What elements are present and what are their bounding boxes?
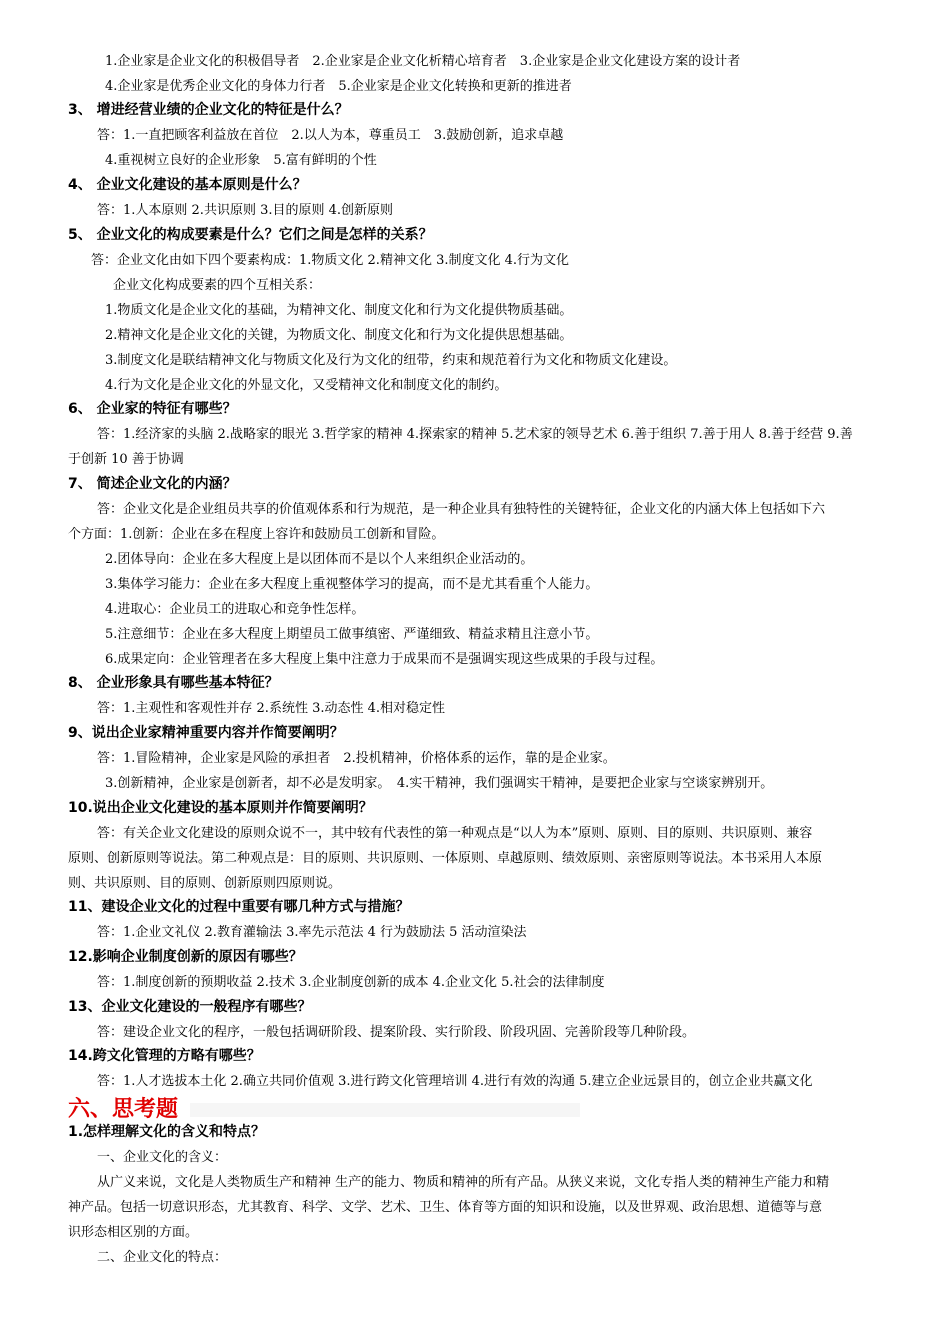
answer-line: 答：1.一直把顾客利益放在首位 2.以人为本，尊重员工 3.鼓励创新，追求卓越 [97,128,564,143]
text-line: 于创新 10 善于协调 [68,452,184,467]
answer-line: 答：企业文化是企业组员共享的价值观体系和行为规范，是一种企业具有独特性的关键特征，企业文化的内涵大体上包括如下六 [97,502,826,517]
text-line: 4.进取心：企业员工的进取心和竞争性怎样。 [105,602,365,617]
text-line: 1.物质文化是企业文化的基础，为精神文化、制度文化和行为文化提供物质基础。 [105,303,573,318]
answer-line: 答：1.经济家的头脑 2.战略家的眼光 3.哲学家的精神 4.探索家的精神 5.艺术家的领导艺术 6.善于组织 7.善于用人 8.善于经营 9.善 [97,427,853,442]
question-heading: 3、 增进经营业绩的企业文化的特征是什么？ [68,102,349,118]
question-heading: 8、 企业形象具有哪些基本特征？ [68,675,279,691]
text-line: 个方面：1.创新：企业在多在程度上容许和鼓励员工创新和冒险。 [68,527,445,542]
text-line: 从广义来说，文化是人类物质生产和精神 生产的能力、物质和精神的所有产品。从狭义来说，文化专指人类的精神生产能力和精 [97,1175,830,1190]
text-line: 1.企业家是企业文化的积极倡导者 2.企业家是企业文化析精心培育者 3.企业家是企业文化建设方案的设计者 [105,54,741,69]
question-heading: 10.说出企业文化建设的基本原则并作简要阐明？ [68,800,373,816]
text-line: 二、企业文化的特点： [97,1250,228,1265]
text-line: 4.企业家是优秀企业文化的身体力行者 5.企业家是企业文化转换和更新的推进者 [105,79,572,94]
text-line: 4.重视树立良好的企业形象 5.富有鲜明的个性 [105,153,377,168]
text-line: 识形态相区别的方面。 [68,1225,199,1240]
question-heading: 7、 简述企业文化的内涵？ [68,476,237,492]
text-line: 3.集体学习能力：企业在多大程度上重视整体学习的提高，而不是尤其看重个人能力。 [105,577,599,592]
answer-line: 答：1.企业文礼仪 2.教育灌输法 3.率先示范法 4 行为鼓励法 5 活动渲染法 [97,925,527,940]
answer-line: 答：建设企业文化的程序，一般包括调研阶段、提案阶段、实行阶段、阶段巩固、完善阶段等几种阶段。 [97,1025,696,1040]
text-line: 3.创新精神，企业家是创新者，却不必是发明家。 4.实干精神，我们强调实干精神，是要把企业家与空谈家辨别开。 [105,776,774,791]
text-line: 2.团体导向：企业在多大程度上是以团体而不是以个人来组织企业活动的。 [105,552,534,567]
question-heading: 13、企业文化建设的一般程序有哪些？ [68,999,312,1015]
text-line: 神产品。包括一切意识形态，尤其教育、科学、文学、艺术、卫生、体育等方面的知识和设施，以及世界观、政治思想、道德等与意 [68,1200,823,1215]
question-heading: 14.跨文化管理的方略有哪些？ [68,1048,261,1064]
text-line: 3.制度文化是联结精神文化与物质文化及行为文化的纽带，约束和规范着行为文化和物质文化建设。 [105,353,677,368]
answer-line: 答：1.人才选拔本土化 2.确立共同价值观 3.进行跨文化管理培训 4.进行有效的沟通 5.建立企业远景目的，创立企业共赢文化 [97,1074,813,1089]
text-line: 6.成果定向：企业管理者在多大程度上集中注意力于成果而不是强调实现这些成果的手段与过程。 [105,652,664,667]
text-line: 则、共识原则、目的原则、创新原则四原则说。 [68,876,342,891]
question-heading: 1.怎样理解文化的含义和特点？ [68,1124,266,1140]
answer-line: 答：1.冒险精神，企业家是风险的承担者 2.投机精神，价格体系的运作，靠的是企业家。 [97,751,616,766]
answer-line: 答：有关企业文化建设的原则众说不一，其中较有代表性的第一种观点是“以人为本”原则、原则、目的原则、共识原则、兼容 [97,826,813,841]
question-heading: 5、 企业文化的构成要素是什么？它们之间是怎样的关系？ [68,227,433,243]
question-heading: 6、 企业家的特征有哪些？ [68,401,237,417]
answer-line: 答：企业文化由如下四个要素构成：1.物质文化 2.精神文化 3.制度文化 4.行为文化 [91,253,570,268]
text-line: 原则、创新原则等说法。第二种观点是：目的原则、共识原则、一体原则、卓越原则、绩效原则、亲密原则等说法。本书采用人本原 [68,851,823,866]
text-line: 5.注意细节：企业在多大程度上期望员工做事缜密、严谨细致、精益求精且注意小节。 [105,627,599,642]
text-line: 一、企业文化的含义： [97,1150,228,1165]
section-title: 六、思考题 [68,1096,179,1122]
answer-line: 答：1.制度创新的预期收益 2.技术 3.企业制度创新的成本 4.企业文化 5.社会的法律制度 [97,975,605,990]
text-line: 企业文化构成要素的四个互相关系： [113,278,322,293]
question-heading: 11、建设企业文化的过程中重要有哪几种方式与措施？ [68,899,410,915]
section-highlight-bar [190,1103,580,1117]
text-line: 4.行为文化是企业文化的外显文化，又受精神文化和制度文化的制约。 [105,378,508,393]
answer-line: 答：1.主观性和客观性并存 2.系统性 3.动态性 4.相对稳定性 [97,701,446,716]
question-heading: 4、 企业文化建设的基本原则是什么？ [68,177,307,193]
question-heading: 9、说出企业家精神重要内容并作简要阐明？ [68,725,344,741]
text-line: 2.精神文化是企业文化的关键，为物质文化、制度文化和行为文化提供思想基础。 [105,328,573,343]
question-heading: 12.影响企业制度创新的原因有哪些？ [68,949,303,965]
answer-line: 答：1.人本原则 2.共识原则 3.目的原则 4.创新原则 [97,203,394,218]
